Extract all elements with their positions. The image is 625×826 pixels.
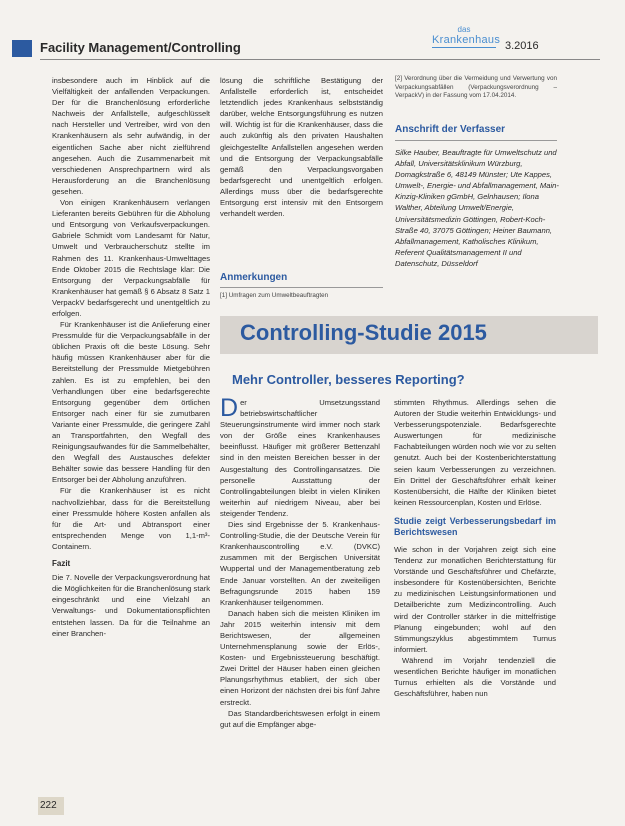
logo-underline: [432, 47, 496, 48]
footnote: [2] Verordnung über die Vermeidung und Verwertung von Verpackungsabfällen (Verpackungsverordnung – VerpackV) in der Fassung vom 17.04.2014.: [395, 75, 557, 99]
section-title: Facility Management/Controlling: [40, 40, 241, 55]
lead-paragraph: [220, 394, 380, 519]
inline-heading: Studie zeigt Verbesserungsbedarf im Berichtswesen: [394, 515, 556, 537]
lead-text: er Umsetzungsstand betriebswirtschaftlicher Steuerungsinstrumente wird immer noch stark von der Größe eines Krankenhauses beeinflusst. Häufiger mit größerer Bettenzahl sind in den meisten Bereichen besser in der Ausgestaltung des Controllingansatzes. Die personelle Ausstattung der Controllingabteilungen bleibt in vielen Kliniken weiterhin auf niedrigem Niveau, aber bei steigender Tendenz.: [220, 398, 380, 518]
article-title: Controlling-Studie 2015: [240, 320, 487, 345]
column-3: [395, 75, 557, 101]
paragraph: Das Standardberichtswesen erfolgt in einem gut auf die Empfänger abge-: [220, 708, 380, 729]
header-rule: [40, 59, 600, 60]
paragraph: stimmten Rhythmus. Allerdings sehen die Autoren der Studie weiterhin Entwicklungs- und Verbesserungspotenziale. Bedarfsgerechte Auswertungen für medizinische Fachabteilungen würden noch wie vor zu selten genutzt. Auch bei der Kostenberichterstattung seien kaum Verbesserungen zu verzeichnen. Ein Drittel der Geschäftsführer erhält keiner Kostenübersicht, die Hälfte der Kliniken bietet keinen Ressourcenplan, Kosten und Erlöse.: [394, 398, 556, 507]
paragraph: Danach haben sich die meisten Kliniken im Jahr 2015 weiterhin intensiv mit dem Berichtswesen, der allgemeinen Unternehmensplanung sowie der Erlös-, Kosten- und Ergebnissteuerung beschäftigt. Zwei Drittel der Häuser haben einen gleichen Planungsrhythmus etabliert, der sich über einen Horizont der nächsten drei bis fünf Jahre erstreckt.: [220, 608, 380, 707]
section-marker: [12, 40, 32, 57]
anmerkungen-rule: [220, 287, 383, 288]
issue-number: 3.2016: [505, 40, 539, 52]
anmerkungen-heading: Anmerkungen: [220, 272, 288, 283]
fazit-heading: Fazit: [52, 559, 71, 569]
address-heading: Anschrift der Verfasser: [395, 124, 506, 135]
logo-name: Krankenhaus: [432, 34, 501, 46]
paragraph: Während im Vorjahr tendenziell die wesentlichen Berichte häufiger im monatlichen Turnus erhielten als die Vorstände und Geschäftsführer, haben nun: [394, 655, 556, 699]
drop-cap: D: [220, 394, 239, 422]
magazine-logo: [432, 25, 501, 57]
paragraph: insbesondere auch im Hinblick auf die Vielfältigkeit der anfallenden Verpackungen. Der für die Branchenlösung erforderliche Nachweis der Anfallstelle, aufgeschlüsselt nach Hersteller und Vertreiber, wird von den Krankenhäusern als sehr aufwändig, in der eigentlichen Sache aber nicht zielführend angesehen. Auch die Zusammenarbeit mit verschiedenen Ansprechpartnern wird als Herausforderung an die Branchenlösung gesehen.: [52, 76, 210, 196]
page-number: 222: [40, 800, 57, 811]
address-rule: [395, 140, 557, 141]
paragraph: Für die Krankenhäuser ist es nicht nachvollziehbar, dass für die Bereitstellung einer Pressmulde höhere Kosten anfallen als für die Art- und Abtransport einer entsprechenden Menge von 1,1-m³-Containern.: [52, 486, 210, 551]
column-1: [52, 75, 210, 639]
column-4: [220, 394, 380, 730]
column-2: [220, 75, 383, 219]
article-subtitle: Mehr Controller, besseres Reporting?: [232, 372, 465, 387]
paragraph: Wie schon in der Vorjahren zeigt sich eine Tendenz zur monatlichen Berichterstattung für Vorstände und Geschäftsführer und Chefärzte, insbesondere für Kostenübersichten, Berichte zu medizinischen Leistungsinformationen und Detailberichte zum Medizincontrolling. Auch wird der Controller stärker in die mittelfristige Planung eingebunden; wohl auf den Stimmungszyklus abgestimmtem Turnus informiert.: [394, 544, 556, 654]
paragraph: Für Krankenhäuser ist die Anlieferung einer Pressmulde für die Verpackungsabfälle in der üblichen Praxis oft die beste Lösung. Sehr häufig müssen Krankenhäuser aber für die Bereitstellung der Pressmulde Mietgebühren zahlen. Es ist zu empfehlen, bei den Verhandlungen über eine bedarfsgerechte Entsorgung gegenüber dem örtlichen Entsorger nach einer für sie zumutbaren Variante einer Pressmulde, die geringere Zahl an Transportfahrten, den Wegfall des Reinigungsaufwandes für die Sammelbehälter, den Wegfall des Austausches defekter Behälter sowie das bessere Handling für den Entsorger bei der Abholung anzuführen.: [52, 320, 210, 485]
author-address: Silke Hauber, Beauftragte für Umweltschutz und Abfall, Universitätsklinikum Würzburg, Domagkstraße 6, 48149 Münster; Ute Kappes, Umwelt-, Energie- und Abfallmanagement, Main-Kinzig-Kliniken gGmbH, Gelnhausen; Ilona Walther, Abteilung Umwelt/Energie, Universitätsmedizin Göttingen, Robert-Koch-Straße 40, 37075 Göttingen; Heiner Baumann, Abfallmanagement, Katholisches Klinikum, Referent Qualitätsmanagement II und Datenschutz, Düsseldorf: [395, 148, 559, 268]
paragraph: Die 7. Novelle der Verpackungsverordnung hat die Möglichkeiten für die Branchenlösung stark eingeschränkt und eine Vielzahl an Verwaltungs- und Dokumentationspflichten entstehen lassen. Da für die Teilnahme an einer Branchen-: [52, 573, 210, 638]
paragraph: lösung die schriftliche Bestätigung der Anfallstelle erforderlich ist, entscheidet letztendlich jedes Krankenhaus selbstständig darüber, welche Entsorgungsführung es nutzen will. Wichtig ist für die Krankenhäuser, dass die auch zukünftig als den privaten Haushalten gleichgestellte Anfallstellen angesehen werden und die Entsorgung der Verpackungsabfälle gemäß den Verpackungsvorgaben bedarfsgerecht und unentgeltlich erfolgen. Allerdings muss über die bedarfsgerechte Entsorgung erst intensiv mit den Entsorgern verhandelt werden.: [220, 76, 383, 219]
footnote: [1] Umfragen zum Umweltbeauftragten: [220, 292, 329, 299]
paragraph: Dies sind Ergebnisse der 5. Krankenhaus-Controlling-Studie, die der Deutsche Verein für Krankenhauscontrolling e.V. (DVKC) zusammen mit der Bergischen Universität Wuppertal und der Managementberatung zeb Ende Januar vorstellten. An der zweiteiligen Befragungsrunde 2015 haben 159 Krankenhäuser teilgenommen.: [220, 520, 380, 607]
column-5: [394, 397, 556, 699]
logo-das: das: [457, 25, 471, 34]
paragraph: Von einigen Krankenhäusern verlangen Lieferanten bereits Gebühren für die Abholung und Entsorgung von Verkaufsverpackungen. Gabriele Schmidt vom Landesamt für Natur, Umwelt und Verbraucherschutz stellte im Rahmen des 11. Krankenhaus-Umwelttages Ende Oktober 2015 die Rechtslage klar: Die Entsorgung der Verpackungsabfälle für Krankenhäuser hat gemäß § 6 Absatz 8 Satz 1 VerpackV bedarfsgerecht und unentgeltlich zu erfolgen.: [52, 198, 210, 318]
